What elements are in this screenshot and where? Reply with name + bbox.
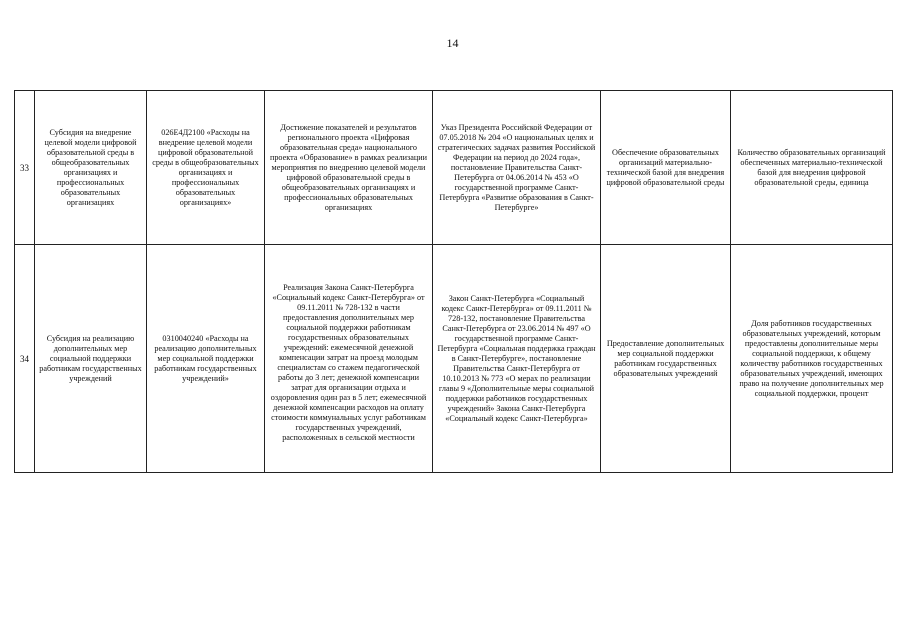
budget-code-cell: 0310040240 «Расходы на реализацию дополнительных мер социальной поддержки работникам государственных учреждений» [147, 245, 265, 473]
indicator-cell: Доля работников государственных образовательных учреждений, которым предоставлены дополнительные меры социальной поддержки, к общему количеству работников государственных образовательных учреждений, имеющих право на получение дополнительных мер социальной поддержки, процент [731, 245, 893, 473]
subsidy-name-cell: Субсидия на реализацию дополнительных мер социальной поддержки работникам государственных учреждений [35, 245, 147, 473]
legal-basis-cell: Указ Президента Российской Федерации от 07.05.2018 № 204 «О национальных целях и стратегических задачах развития Российской Федерации на период до 2024 года», постановление Правительства Санкт-Петербурга от 04.06.2014 № 453 «О государственной программе Санкт-Петербурга «Развитие образования в Санкт-Петербурге» [433, 91, 601, 245]
purpose-cell: Реализация Закона Санкт-Петербурга «Социальный кодекс Санкт-Петербурга» от 09.11.2011 № 728-132 в части предоставления дополнительных мер социальной поддержки работникам государственных образовательных учреждений: ежемесячной денежной компенсации затрат на проезд молодым специалистам со стажем педагогической работы до 3 лет; денежной компенсации затрат для организации отдыха и оздоровления один раз в 5 лет; ежемесячной денежной компенсации расходов на оплату стоимости коммунальных услуг работникам государственных учреждений, расположенных в сельской местности [265, 245, 433, 473]
row-number: 33 [15, 91, 35, 245]
indicator-cell: Количество образовательных организаций обеспеченных материально-технической базой для внедрения цифровой образовательной среды, единица [731, 91, 893, 245]
purpose-cell: Достижение показателей и результатов регионального проекта «Цифровая образовательная среда» национального проекта «Образование» в рамках реализации мероприятия по внедрению целевой модели цифровой образовательной среды в общеобразовательных организациях и профессиональных образовательных организациях [265, 91, 433, 245]
subsidy-name-cell: Субсидия на внедрение целевой модели цифровой образовательной среды в общеобразовательных организациях и профессиональных образовательных организациях [35, 91, 147, 245]
subsidy-table [14, 90, 893, 473]
page-number: 14 [446, 36, 459, 50]
row-number: 34 [15, 245, 35, 473]
table-row [15, 91, 893, 245]
result-cell: Предоставление дополнительных мер социальной поддержки работникам государственных образовательных учреждений [601, 245, 731, 473]
legal-basis-cell: Закон Санкт-Петербурга «Социальный кодекс Санкт-Петербурга» от 09.11.2011 № 728-132, постановление Правительства Санкт-Петербурга от 23.06.2014 № 497 «О государственной программе Санкт-Петербурга «Социальная поддержка граждан в Санкт-Петербурге», постановление Правительства Санкт-Петербурга от 10.10.2013 № 773 «О мерах по реализации главы 9 «Дополнительные меры социальной поддержки работников государственных учреждений» Закона Санкт-Петербурга «Социальный кодекс Санкт-Петербурга» [433, 245, 601, 473]
budget-code-cell: 026Е4Д2100 «Расходы на внедрение целевой модели цифровой образовательной среды в общеобразовательных организациях и профессиональных образовательных организациях» [147, 91, 265, 245]
result-cell: Обеспечение образовательных организаций материально-технической базой для внедрения цифровой образовательной среды [601, 91, 731, 245]
table-row [15, 245, 893, 473]
